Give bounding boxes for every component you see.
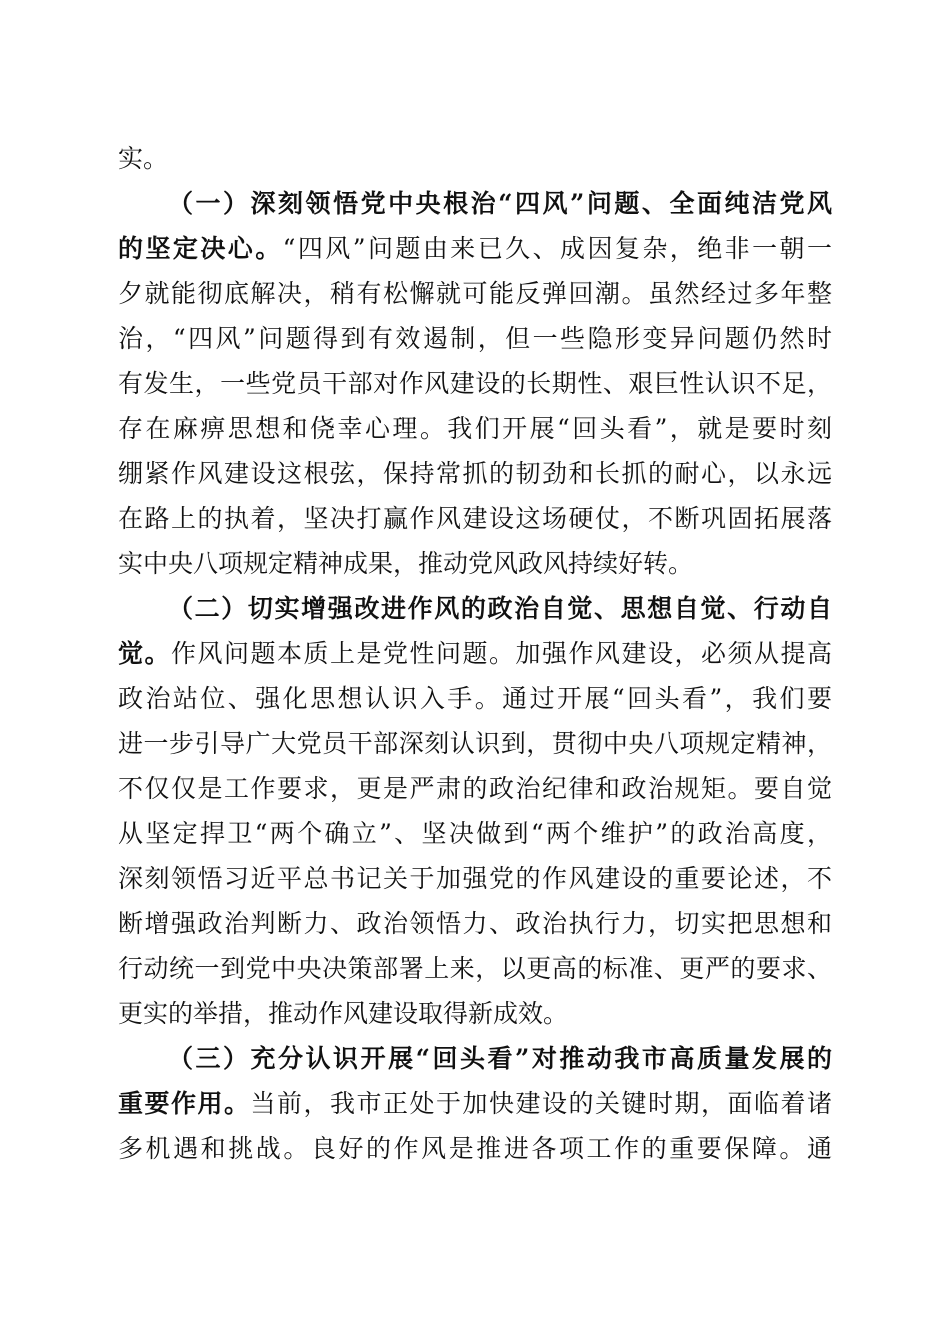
text-line-20: 更实的举措，推动作风建设取得新成效。 [118,999,569,1028]
text-line-17: 深刻领悟习近平总书记关于加强党的作风建设的重要论述，不 [118,864,832,893]
text-line-13: 政治站位、强化思想认识入手。通过开展“回头看”，我们要 [118,684,832,713]
paragraph-3-start: 当前，我市正处于加快建设的关键时期，面临着诸 [250,1089,832,1118]
text-line-5: 治，“四风”问题得到有效遏制，但一些隐形变异问题仍然时 [118,324,832,353]
text-line-23: 多机遇和挑战。良好的作风是推进各项工作的重要保障。通 [118,1134,832,1163]
text-line-1: 实。 [118,144,169,173]
paragraph-2-start: 作风问题本质上是党性问题。加强作风建设，必须从提高 [171,639,832,668]
text-line-18: 断增强政治判断力、政治领悟力、政治执行力，切实把思想和 [118,909,832,938]
text-line-9: 在路上的执着，坚决打赢作风建设这场硬仗，不断巩固拓展落 [118,504,832,533]
text-line-16: 从坚定捍卫“两个确立”、坚决做到“两个维护”的政治高度， [118,819,832,848]
text-line-12 [118,632,832,676]
section-heading-3-end: 重要作用。 [118,1089,251,1118]
section-heading-2-line-1: （二）切实增强改进作风的政治自觉、思想自觉、行动自 [168,594,832,623]
text-line-3 [118,227,832,271]
text-line-19: 行动统一到党中央决策部署上来，以更高的标准、更严的要求、 [118,954,832,983]
text-line-22 [118,1082,832,1126]
text-line-7: 存在麻痹思想和侥幸心理。我们开展“回头看”，就是要时刻 [118,414,832,443]
section-heading-3-line-1: （三）充分认识开展“回头看”对推动我市高质量发展的 [168,1044,832,1073]
text-line-4: 夕就能彻底解决，稍有松懈就可能反弹回潮。虽然经过多年整 [118,279,832,308]
text-line-6: 有发生，一些党员干部对作风建设的长期性、艰巨性认识不足， [118,369,832,398]
text-line-8: 绷紧作风建设这根弦，保持常抓的韧劲和长抓的耐心，以永远 [118,459,832,488]
text-line-14: 进一步引导广大党员干部深刻认识到，贯彻中央八项规定精神， [118,729,832,758]
section-heading-1-line-1: （一）深刻领悟党中央根治“四风”问题、全面纯洁党风 [168,189,832,218]
section-heading-1-end: 的坚定决心。 [118,234,283,263]
text-line-10: 实中央八项规定精神成果，推动党风政风持续好转。 [118,549,694,578]
paragraph-1-start: “四风”问题由来已久、成因复杂，绝非一朝一 [282,234,832,263]
text-line-15: 不仅仅是工作要求，更是严肃的政治纪律和政治规矩。要自觉 [118,774,832,803]
section-heading-2-end: 觉。 [118,639,171,668]
